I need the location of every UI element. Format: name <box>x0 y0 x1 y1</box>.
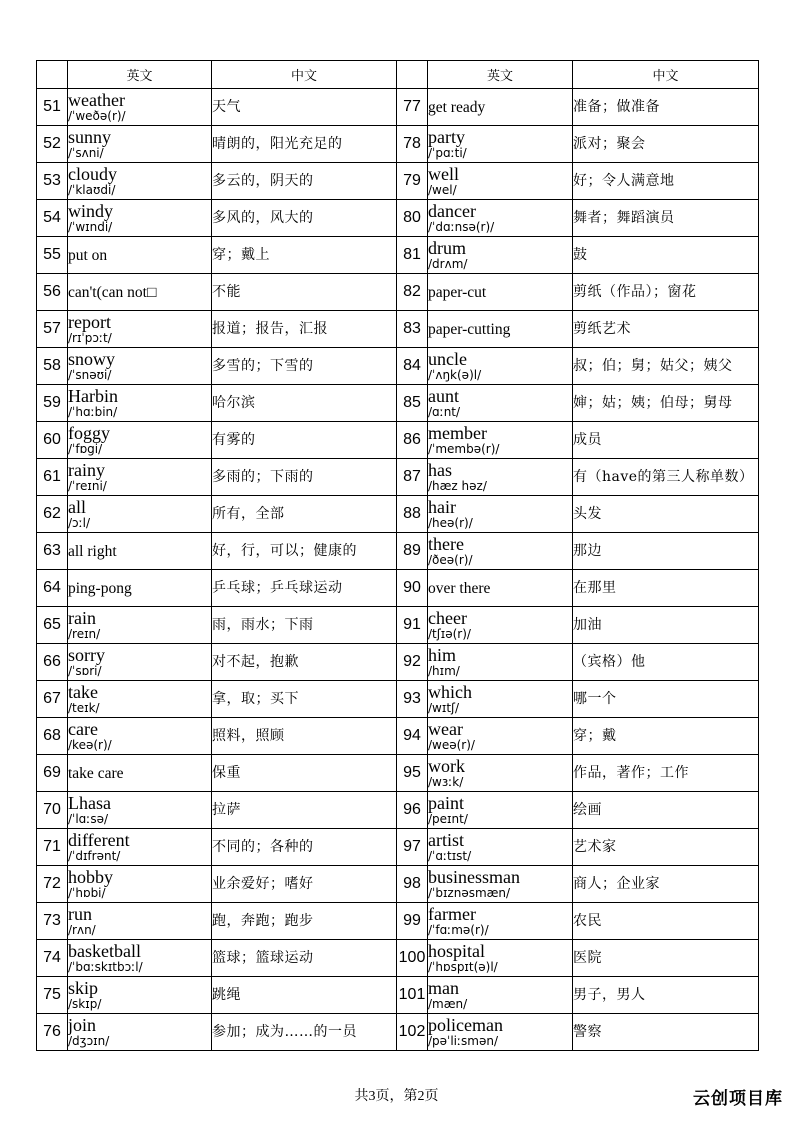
entry-phonetic: /drʌm/ <box>428 256 468 271</box>
entry-chinese: 绘画 <box>573 792 759 829</box>
entry-number: 95 <box>397 755 428 792</box>
entry-number: 52 <box>37 126 68 163</box>
entry-chinese: 报道；报告，汇报 <box>212 311 397 348</box>
entry-phonetic: /ˈreɪni/ <box>68 478 107 493</box>
entry-chinese: 鼓 <box>573 237 759 274</box>
entry-number: 71 <box>37 829 68 866</box>
entry-english <box>428 348 573 385</box>
header-english-left: 英文 <box>68 61 212 89</box>
entry-english <box>428 940 573 977</box>
page-footer: 共3页，第2页 <box>354 1089 439 1104</box>
entry-chinese: 业余爱好；嗜好 <box>212 866 397 903</box>
entry-english <box>428 200 573 237</box>
entry-word: report <box>68 311 111 332</box>
entry-phonetic: /ˈmembə(r)/ <box>428 441 500 456</box>
entry-number: 97 <box>397 829 428 866</box>
entry-phonetic: /heə(r)/ <box>428 515 473 530</box>
entry-phonetic: /ˈsʌni/ <box>68 145 104 160</box>
entry-phonetic: /ˈʌŋk(ə)l/ <box>428 367 482 382</box>
entry-chinese: 乒乓球；乒乓球运动 <box>212 570 397 607</box>
entry-phonetic: /ðeə(r)/ <box>428 552 473 567</box>
entry-english <box>68 496 212 533</box>
entry-number: 62 <box>37 496 68 533</box>
table-row <box>37 200 759 237</box>
entry-english <box>428 496 573 533</box>
entry-chinese: 穿；戴 <box>573 718 759 755</box>
entry-word: Harbin <box>68 385 118 406</box>
entry-phonetic: /weə(r)/ <box>428 737 475 752</box>
entry-english <box>68 977 212 1014</box>
entry-word: paint <box>428 792 464 813</box>
entry-word: put on <box>68 246 108 264</box>
entry-phonetic: /ˈsɒri/ <box>68 663 102 678</box>
entry-number: 76 <box>37 1014 68 1051</box>
entry-number: 58 <box>37 348 68 385</box>
entry-english <box>68 385 212 422</box>
entry-english <box>428 829 573 866</box>
entry-number: 75 <box>37 977 68 1014</box>
entry-chinese: 好；令人满意地 <box>573 163 759 200</box>
entry-phonetic: /ˈklaʊdi/ <box>68 182 116 197</box>
entry-word: ping-pong <box>68 579 132 597</box>
entry-number: 60 <box>37 422 68 459</box>
entry-number: 101 <box>397 977 428 1014</box>
entry-number: 81 <box>397 237 428 274</box>
entry-number: 90 <box>397 570 428 607</box>
entry-word: can't(can not□ <box>68 283 157 301</box>
table-row <box>37 977 759 1014</box>
entry-phonetic: /keə(r)/ <box>68 737 112 752</box>
entry-number: 72 <box>37 866 68 903</box>
entry-chinese: 篮球；篮球运动 <box>212 940 397 977</box>
entry-phonetic: /ˈhɑːbin/ <box>68 404 118 419</box>
table-row <box>37 89 759 126</box>
entry-english <box>68 940 212 977</box>
entry-chinese: 艺术家 <box>573 829 759 866</box>
entry-chinese: 作品，著作；工作 <box>573 755 759 792</box>
entry-number: 54 <box>37 200 68 237</box>
entry-word: has <box>428 459 452 480</box>
entry-word: cloudy <box>68 163 117 184</box>
table-row <box>37 496 759 533</box>
header-num-right <box>397 61 428 89</box>
table-row <box>37 385 759 422</box>
entry-phonetic: /reɪn/ <box>68 626 101 641</box>
entry-english <box>428 718 573 755</box>
table-row <box>37 348 759 385</box>
entry-english <box>68 570 212 607</box>
entry-phonetic: /teɪk/ <box>68 700 100 715</box>
entry-english <box>68 866 212 903</box>
header-row <box>37 61 759 89</box>
entry-word: all right <box>68 542 117 560</box>
table-row <box>37 459 759 496</box>
entry-phonetic: /wel/ <box>428 182 457 197</box>
entry-word: businessman <box>428 866 520 887</box>
table-row <box>37 792 759 829</box>
entry-number: 57 <box>37 311 68 348</box>
entry-chinese: 舞者；舞蹈演员 <box>573 200 759 237</box>
entry-chinese: 好，行，可以；健康的 <box>212 533 397 570</box>
entry-chinese: 不能 <box>212 274 397 311</box>
entry-chinese: 农民 <box>573 903 759 940</box>
entry-word: hospital <box>428 940 485 961</box>
entry-english <box>68 200 212 237</box>
entry-number: 82 <box>397 274 428 311</box>
entry-word: windy <box>68 200 113 221</box>
entry-english <box>428 903 573 940</box>
entry-english <box>68 89 212 126</box>
entry-phonetic: /ˈɑːtɪst/ <box>428 848 472 863</box>
entry-word: well <box>428 163 459 184</box>
entry-english <box>428 533 573 570</box>
entry-phonetic: /ˈbɑːskɪtbɔːl/ <box>68 959 143 974</box>
table-row <box>37 311 759 348</box>
entry-word: party <box>428 126 465 147</box>
table-row <box>37 237 759 274</box>
entry-english <box>428 237 573 274</box>
table-row <box>37 274 759 311</box>
entry-number: 68 <box>37 718 68 755</box>
entry-number: 87 <box>397 459 428 496</box>
entry-english <box>68 718 212 755</box>
entry-chinese: 拉萨 <box>212 792 397 829</box>
entry-chinese: 多雨的；下雨的 <box>212 459 397 496</box>
entry-chinese: 婶；姑；姨；伯母；舅母 <box>573 385 759 422</box>
entry-word: take care <box>68 764 124 782</box>
entry-phonetic: /ˈbɪznəsmæn/ <box>428 885 511 900</box>
entry-number: 77 <box>397 89 428 126</box>
entry-english <box>68 792 212 829</box>
entry-number: 56 <box>37 274 68 311</box>
entry-english <box>428 126 573 163</box>
entry-word: run <box>68 903 92 924</box>
entry-phonetic: /ˈfɑːmə(r)/ <box>428 922 489 937</box>
entry-word: rain <box>68 607 96 628</box>
entry-word: different <box>68 829 130 850</box>
entry-number: 67 <box>37 681 68 718</box>
entry-phonetic: /peɪnt/ <box>428 811 468 826</box>
entry-english <box>428 755 573 792</box>
entry-chinese: 头发 <box>573 496 759 533</box>
entry-english <box>68 459 212 496</box>
entry-word: sunny <box>68 126 112 147</box>
entry-chinese: 男子，男人 <box>573 977 759 1014</box>
entry-phonetic: /rɪˈpɔːt/ <box>68 330 112 345</box>
entry-word: hobby <box>68 866 113 887</box>
table-row <box>37 681 759 718</box>
entry-phonetic: /ɔːl/ <box>68 515 91 530</box>
entry-english <box>68 422 212 459</box>
vocabulary-table <box>36 60 759 1051</box>
entry-phonetic: /ˈpɑːti/ <box>428 145 467 160</box>
entry-chinese: 天气 <box>212 89 397 126</box>
entry-word: policeman <box>428 1014 503 1035</box>
entry-chinese: 所有，全部 <box>212 496 397 533</box>
entry-phonetic: /ˈhɒspɪt(ə)l/ <box>428 959 498 974</box>
entry-english <box>68 311 212 348</box>
entry-word: all <box>68 496 86 517</box>
entry-number: 70 <box>37 792 68 829</box>
entry-phonetic: /dʒɔɪn/ <box>68 1033 110 1048</box>
entry-english <box>68 829 212 866</box>
entry-chinese: 有雾的 <box>212 422 397 459</box>
entry-chinese: 警察 <box>573 1014 759 1051</box>
entry-number: 63 <box>37 533 68 570</box>
entry-chinese: 多云的，阴天的 <box>212 163 397 200</box>
entry-word: join <box>68 1014 97 1035</box>
entry-number: 88 <box>397 496 428 533</box>
watermark-logo: 云创项目库 <box>693 1089 783 1109</box>
entry-word: skip <box>68 977 99 998</box>
entry-word: snowy <box>68 348 116 369</box>
entry-word: uncle <box>428 348 467 369</box>
entry-phonetic: /wɪtʃ/ <box>428 700 460 715</box>
entry-phonetic: /rʌn/ <box>68 922 96 937</box>
entry-word: basketball <box>68 940 141 961</box>
entry-english <box>68 533 212 570</box>
entry-phonetic: /mæn/ <box>428 996 468 1011</box>
table-row <box>37 1014 759 1051</box>
entry-phonetic: /hɪm/ <box>428 663 460 678</box>
table-row <box>37 755 759 792</box>
entry-number: 59 <box>37 385 68 422</box>
entry-number: 84 <box>397 348 428 385</box>
entry-english <box>428 792 573 829</box>
entry-number: 85 <box>397 385 428 422</box>
entry-chinese: 有（have的第三人称单数） <box>573 459 759 496</box>
entry-chinese: 参加；成为……的一员 <box>212 1014 397 1051</box>
entry-chinese: 拿，取；买下 <box>212 681 397 718</box>
entry-number: 74 <box>37 940 68 977</box>
entry-chinese: 叔；伯；舅；姑父；姨父 <box>573 348 759 385</box>
entry-english <box>68 163 212 200</box>
table-row <box>37 607 759 644</box>
entry-english <box>68 1014 212 1051</box>
entry-number: 94 <box>397 718 428 755</box>
table-row <box>37 644 759 681</box>
entry-phonetic: /ˈwɪndi/ <box>68 219 113 234</box>
entry-english <box>428 644 573 681</box>
entry-number: 66 <box>37 644 68 681</box>
entry-english <box>68 644 212 681</box>
table-row <box>37 126 759 163</box>
entry-word: paper-cutting <box>428 320 511 338</box>
entry-english <box>428 1014 573 1051</box>
table-row <box>37 422 759 459</box>
entry-number: 79 <box>397 163 428 200</box>
entry-number: 100 <box>397 940 428 977</box>
entry-chinese: 对不起，抱歉 <box>212 644 397 681</box>
entry-chinese: 哪一个 <box>573 681 759 718</box>
entry-chinese: 准备；做准备 <box>573 89 759 126</box>
entry-number: 93 <box>397 681 428 718</box>
entry-chinese: 商人；企业家 <box>573 866 759 903</box>
entry-phonetic: /skɪp/ <box>68 996 102 1011</box>
entry-number: 64 <box>37 570 68 607</box>
entry-number: 51 <box>37 89 68 126</box>
entry-word: sorry <box>68 644 105 665</box>
entry-chinese: 加油 <box>573 607 759 644</box>
entry-number: 99 <box>397 903 428 940</box>
entry-chinese: 保重 <box>212 755 397 792</box>
entry-chinese: 哈尔滨 <box>212 385 397 422</box>
entry-phonetic: /wɜːk/ <box>428 774 464 789</box>
entry-number: 91 <box>397 607 428 644</box>
entry-number: 83 <box>397 311 428 348</box>
entry-english <box>428 163 573 200</box>
entry-word: him <box>428 644 457 665</box>
entry-word: farmer <box>428 903 476 924</box>
table-row <box>37 533 759 570</box>
table-row <box>37 866 759 903</box>
entry-chinese: 跳绳 <box>212 977 397 1014</box>
entry-number: 65 <box>37 607 68 644</box>
entry-english <box>428 570 573 607</box>
entry-chinese: 多风的，风大的 <box>212 200 397 237</box>
entry-word: take <box>68 681 98 702</box>
entry-word: hair <box>428 496 456 517</box>
entry-number: 89 <box>397 533 428 570</box>
entry-chinese: 多雪的；下雪的 <box>212 348 397 385</box>
entry-word: work <box>428 755 465 776</box>
entry-number: 80 <box>397 200 428 237</box>
entry-chinese: 雨，雨水；下雨 <box>212 607 397 644</box>
table-row <box>37 570 759 607</box>
entry-number: 98 <box>397 866 428 903</box>
entry-english <box>428 311 573 348</box>
entry-number: 55 <box>37 237 68 274</box>
entry-english <box>428 89 573 126</box>
table-row <box>37 163 759 200</box>
entry-phonetic: /ˈsnəʊi/ <box>68 367 112 382</box>
entry-english <box>68 348 212 385</box>
entry-chinese: 跑，奔跑；跑步 <box>212 903 397 940</box>
entry-chinese: 晴朗的，阳光充足的 <box>212 126 397 163</box>
entry-word: cheer <box>428 607 467 628</box>
entry-word: weather <box>68 89 125 110</box>
entry-phonetic: /hæz həz/ <box>428 478 487 493</box>
entry-english <box>428 977 573 1014</box>
entry-phonetic: /ɑːnt/ <box>428 404 461 419</box>
entry-number: 92 <box>397 644 428 681</box>
entry-chinese: 派对；聚会 <box>573 126 759 163</box>
entry-english <box>428 385 573 422</box>
entry-phonetic: /ˈweðə(r)/ <box>68 108 126 123</box>
entry-word: wear <box>428 718 463 739</box>
entry-number: 78 <box>397 126 428 163</box>
entry-english <box>428 274 573 311</box>
entry-chinese: 成员 <box>573 422 759 459</box>
entry-number: 73 <box>37 903 68 940</box>
entry-word: care <box>68 718 98 739</box>
entry-chinese: 剪纸（作品）；窗花 <box>573 274 759 311</box>
entry-word: get ready <box>428 98 486 116</box>
entry-chinese: 在那里 <box>573 570 759 607</box>
entry-chinese: 那边 <box>573 533 759 570</box>
entry-chinese: 医院 <box>573 940 759 977</box>
entry-number: 86 <box>397 422 428 459</box>
entry-chinese: 不同的；各种的 <box>212 829 397 866</box>
entry-english <box>428 866 573 903</box>
entry-english <box>428 459 573 496</box>
entry-word: member <box>428 422 487 443</box>
entry-english <box>68 681 212 718</box>
entry-chinese: 穿；戴上 <box>212 237 397 274</box>
entry-phonetic: /tʃɪə(r)/ <box>428 626 471 641</box>
entry-phonetic: /ˈdɑːnsə(r)/ <box>428 219 495 234</box>
entry-word: aunt <box>428 385 459 406</box>
header-chinese-right: 中文 <box>573 61 759 89</box>
entry-number: 102 <box>397 1014 428 1051</box>
entry-english <box>68 903 212 940</box>
entry-english <box>68 237 212 274</box>
entry-chinese: （宾格）他 <box>573 644 759 681</box>
entry-chinese: 照料，照顾 <box>212 718 397 755</box>
entry-number: 61 <box>37 459 68 496</box>
table-row <box>37 718 759 755</box>
entry-word: foggy <box>68 422 110 443</box>
entry-phonetic: /ˈfɒgi/ <box>68 441 103 456</box>
entry-phonetic: /pəˈliːsmən/ <box>428 1033 499 1048</box>
entry-word: rainy <box>68 459 105 480</box>
entry-word: which <box>428 681 472 702</box>
entry-english <box>68 607 212 644</box>
entry-phonetic: /ˈdɪfrənt/ <box>68 848 121 863</box>
entry-word: Lhasa <box>68 792 111 813</box>
header-english-right: 英文 <box>428 61 573 89</box>
entry-english <box>428 681 573 718</box>
entry-word: paper-cut <box>428 283 487 301</box>
table-row <box>37 829 759 866</box>
entry-english <box>428 422 573 459</box>
entry-number: 69 <box>37 755 68 792</box>
entry-english <box>68 755 212 792</box>
entry-chinese: 剪纸艺术 <box>573 311 759 348</box>
entry-word: there <box>428 533 464 554</box>
entry-word: drum <box>428 237 466 258</box>
entry-english <box>68 126 212 163</box>
table-row <box>37 903 759 940</box>
entry-word: artist <box>428 829 464 850</box>
entry-english <box>68 274 212 311</box>
table-row <box>37 940 759 977</box>
entry-word: dancer <box>428 200 476 221</box>
entry-word: over there <box>428 579 491 597</box>
entry-number: 96 <box>397 792 428 829</box>
entry-phonetic: /ˈhɒbi/ <box>68 885 106 900</box>
header-num-left <box>37 61 68 89</box>
entry-phonetic: /ˈlɑːsə/ <box>68 811 109 826</box>
entry-english <box>428 607 573 644</box>
entry-number: 53 <box>37 163 68 200</box>
header-chinese-left: 中文 <box>212 61 397 89</box>
entry-word: man <box>428 977 459 998</box>
